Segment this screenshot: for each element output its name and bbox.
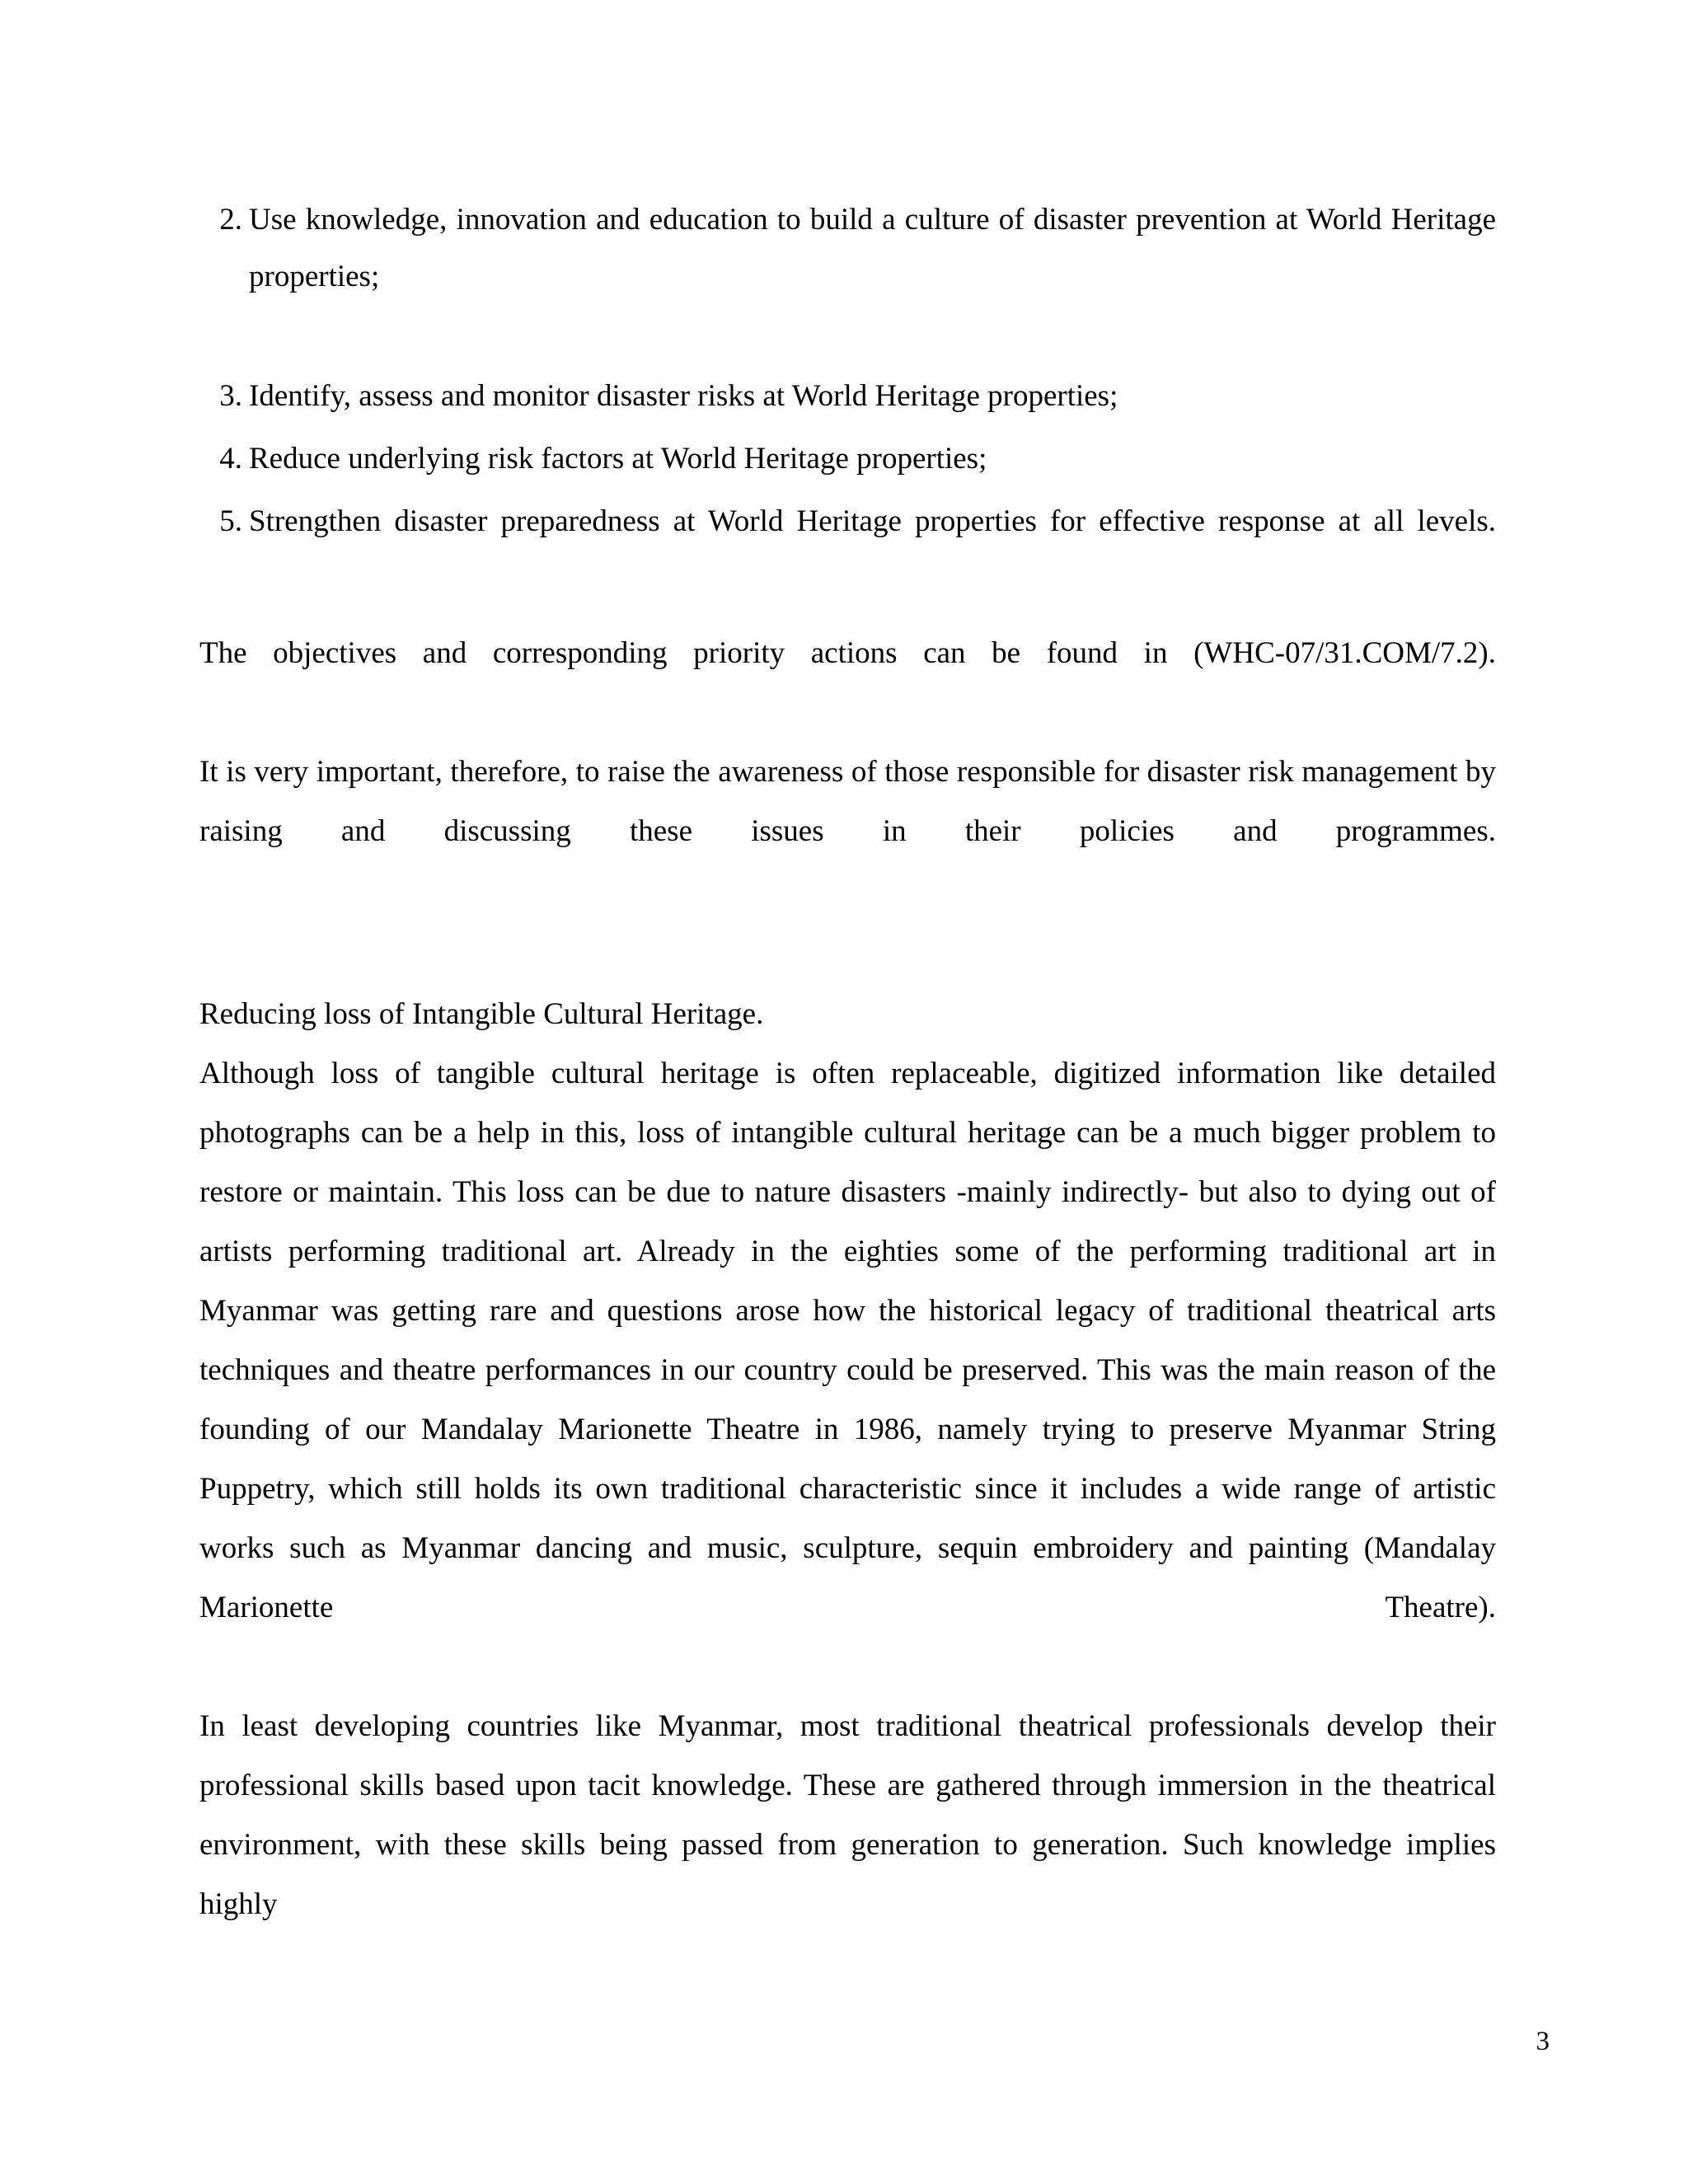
paragraph-objectives: The objectives and corresponding priority actions can be found in (WHC-07/31.COM/7.2). — [199, 636, 1496, 670]
section-spacer — [199, 921, 1496, 985]
spacer — [199, 612, 1496, 619]
list-item-number: 4. — [219, 442, 242, 476]
paragraph-awareness: It is very important, therefore, to raise the awareness of those responsible for disaster risk management by raising and discussing these issues in their policies and programmes. — [199, 755, 1496, 848]
list-item-text: Strengthen disaster preparedness at World Heritage properties for effective response at all levels. — [249, 504, 1496, 538]
list-item-number: 5. — [219, 504, 242, 538]
document-content — [199, 191, 1496, 1994]
page-number: 3 — [1536, 2027, 1550, 2056]
list-item-text: Use knowledge, innovation and education to build a culture of disaster prevention at World Heritage properties; — [249, 203, 1496, 293]
list-item-text: Identify, assess and monitor disaster risks at World Heritage properties; — [249, 379, 1118, 413]
numbered-list — [199, 191, 1496, 607]
paragraph-intangible-body: Although loss of tangible cultural heritage is often replaceable, digitized information like detailed photographs can be a help in this, loss of intangible cultural heritage can be a much bigger problem to restore or maintain. This loss can be due to nature disasters -mainly indirectly- but also to dying out of artists performing traditional art. Already in the eighties some of the performing traditional art in Myanmar was getting rare and questions arose how the historical legacy of traditional theatrical arts techniques and theatre performances in our country could be preserved. This was the main reason of the founding of our Mandalay Marionette Theatre in 1986, namely trying to preserve Myanmar String Puppetry, which still holds its own traditional characteristic since it includes a wide range of artistic works such as Myanmar dancing and music, sculpture, sequin embroidery and painting (Mandalay Marionette Theatre). — [199, 1057, 1496, 1624]
list-item-number: 2. — [219, 203, 242, 237]
list-item — [199, 430, 1496, 487]
heading-intangible-heritage: Reducing loss of Intangible Cultural Heritage. — [199, 997, 764, 1031]
paragraph-tacit-knowledge: In least developing countries like Myanmar, most traditional theatrical professionals develop their professional skills based upon tacit knowledge. These are gathered through immersion in the theatrical environment, with these skills being passed from generation to generation. Such knowledge implies highly — [199, 1709, 1496, 1921]
list-item-text: Reduce underlying risk factors at World Heritage properties; — [249, 442, 987, 476]
list-item — [199, 191, 1496, 362]
list-item-number: 3. — [219, 379, 242, 413]
list-item — [199, 368, 1496, 424]
list-item — [199, 493, 1496, 607]
